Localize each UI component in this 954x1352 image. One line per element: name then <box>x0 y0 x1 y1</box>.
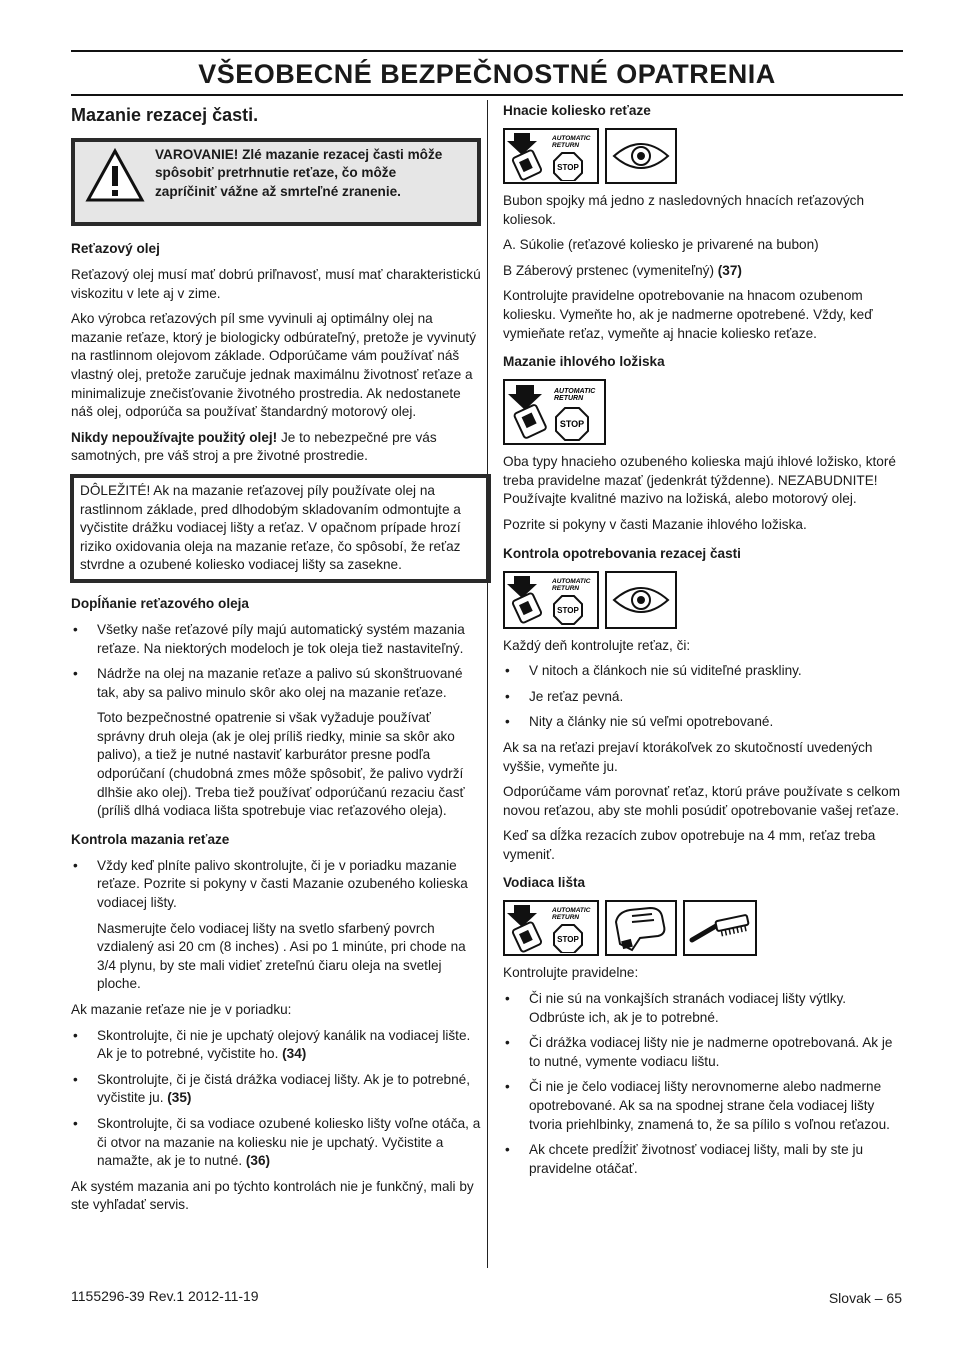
list-item: • Vždy keď plníte palivo skontrolujte, či je v poriadku mazanie reťaze. Pozrite si pokyny v časti Mazanie ozubeného kolieska vodiacej lišty. <box>71 857 481 913</box>
list-item: • Či nie je čelo vodiacej lišty nerovnomerne alebo nadmerne opotrebované. Ak sa na spodnej strane čela vodiacej lišty tvoria priehlbinky, znamená to, že sa pílilo s voľnou reťazou. <box>503 1078 903 1134</box>
pict-label-stop: STOP <box>559 419 584 430</box>
glove-icon <box>605 900 677 956</box>
pict-label-return: RETURN <box>553 395 583 403</box>
paragraph-rest: Je to nebezpečné pre vás samotných, pre váš stroj a pre životné prostredie. <box>71 429 437 464</box>
pict-label-return: RETURN <box>552 584 580 592</box>
troubleshoot-list <box>71 1027 481 1171</box>
pict-label-automatic: AUTOMATIC <box>552 577 591 585</box>
list-item: • Či nie sú na vonkajších stranách vodiacej lišty výtlky. Odbrúste ich, ak je to potrebné. <box>503 990 903 1027</box>
paragraph-text: B Záberový prstenec (vymeniteľný) <box>503 262 714 278</box>
pict-label-stop: STOP <box>557 163 579 172</box>
paragraph: Ak sa na reťazi prejaví ktorákoľvek zo skutočností uvedených vyššie, vymeňte ju. <box>503 739 873 774</box>
paragraph: Kontrolujte pravidelne opotrebovanie na hnacom ozubenom koliesku. Vymeňte ho, ak je nadmerne opotrebené. Vždy, keď vymieňate reťaz, vymeňte aj hnacie koliesko reťaze. <box>503 288 873 341</box>
list-item: • Všetky naše reťazové píly majú automatický systém mazania reťaze. Na niektorých modeloch je tok oleja tiež nastaviteľný. <box>71 621 481 658</box>
pict-label-stop: STOP <box>557 935 579 945</box>
subheading-wear-check: Kontrola opotrebovania rezacej časti <box>503 545 741 561</box>
bar-list <box>503 990 903 1178</box>
pictogram-row <box>503 571 903 629</box>
page-title: VŠEOBECNÉ BEZPEČNOSTNÉ OPATRENIA <box>198 59 776 89</box>
pict-label-automatic: AUTOMATIC <box>552 907 591 915</box>
pict-label-automatic: AUTOMATIC <box>552 135 591 142</box>
subheading-guide-bar: Vodiaca lišta <box>503 875 586 891</box>
list-item-text: Skontrolujte, či sa vodiace ozubené koliesko lišty voľne otáča, a či otvor na mazanie na koliesku nie je upchatý. Vyčistite a namažte, ak je to nutné. <box>97 1115 481 1169</box>
paragraph: Ako výrobca reťazových píl sme vyvinuli aj optimálny olej na mazanie reťaze, ktorý je biologicky odbúrateľný, pretože je vyvinutý na rastlinnom olejovom základe. Odporúčame vám používať náš vlastný olej, pretože zaručuje jednak maximálnu životnosť reťaze a minimalizuje znečisťovanie životného prostredia. Ak nedostanete náš olej, odporúča sa používať štandardný motorový olej. <box>71 311 476 420</box>
emphasis-never-used-oil: Nikdy nepoužívajte použitý olej! <box>71 429 278 445</box>
subheading-refill-oil: Dopĺňanie reťazového oleja <box>71 595 249 611</box>
warning-triangle-icon <box>75 142 155 222</box>
wear-list <box>503 662 903 732</box>
list-item <box>71 1115 481 1171</box>
list-item <box>71 1027 481 1064</box>
paragraph: Pozrite si pokyny v časti Mazanie ihlového ložiska. <box>503 516 807 532</box>
list-continuation: Toto bezpečnostné opatrenie si však vyžaduje používať správny druh oleja (ak je olej príliš riedky, minie sa skôr ako palivo), a tiež je nutné nastaviť karburátor presne podľa odporúčaní (chudobná zmes môže spôsobiť, že palivo vydrží dlhšie ako olej). Treba tiež používať odporúčanú rezaciu časť (príliš dlhá vodiaca lišta spotrebuje viac reťazového oleja). <box>97 710 465 819</box>
paragraph: Kontrolujte pravidelne: <box>503 965 639 981</box>
paragraph: Reťazový olej musí mať dobrú priľnavosť, musí mať charakteristickú viskozitu v lete aj v zime. <box>71 267 481 301</box>
pict-label-automatic: AUTOMATIC <box>553 388 595 396</box>
header-rule-bottom <box>71 94 903 96</box>
list-continuation: Nasmerujte čelo vodiacej lišty na svetlo sfarbený povrch vzdialený asi 20 cm (8 inches) . Asi po 1 minúte, pri chode na 3/4 plynu, by ste mali vidieť zreteľnú čiaru oleja na svetlej ploche. <box>97 920 466 992</box>
paragraph: Oba typy hnacieho ozubeného kolieska majú ihlové ložisko, ktoré treba pravidelne mazať (jedenkrát týždenne). NEZABUDNITE! Používajte kvalitné mazivo na ložiská, alebo motorový olej. <box>503 454 896 507</box>
paragraph: Ak systém mazania ani po týchto kontrolách nie je funkčný, mali by ste vyhľadať servis. <box>71 1178 474 1213</box>
list-item <box>71 1071 481 1108</box>
subheading-check-lubrication: Kontrola mazania reťaze <box>71 831 230 847</box>
paragraph: Bubon spojky má jedno z nasledovných hnacích reťazových koliesok. <box>503 193 865 227</box>
footer-page-number: Slovak – 65 <box>828 1290 902 1306</box>
pictogram-row <box>503 128 903 184</box>
figure-ref: (37) <box>717 262 742 278</box>
list-item: • V nitoch a článkoch nie sú viditeľné praskliny. <box>503 662 903 681</box>
list-item: • Ak chcete predĺžiť životnosť vodiacej lišty, mali by ste ju pravidelne otáčať. <box>503 1141 903 1178</box>
engine-off-pictogram-icon <box>503 571 599 629</box>
pict-label-return: RETURN <box>552 914 580 922</box>
file-brush-icon <box>683 900 757 956</box>
figure-ref: (34) <box>282 1046 307 1062</box>
engine-off-pictogram-icon <box>503 379 606 445</box>
list-item: • Je reťaz pevná. <box>503 688 903 707</box>
paragraph: Ak mazanie reťaze nie je v poriadku: <box>71 1002 292 1017</box>
pict-label-stop: STOP <box>557 605 579 615</box>
pictogram-row <box>503 379 903 445</box>
check-list <box>71 857 481 913</box>
section-heading-lubrication: Mazanie rezacej časti. <box>71 105 259 125</box>
header-rule-top <box>71 50 903 52</box>
paragraph: Každý deň kontrolujte reťaz, či: <box>503 637 691 653</box>
warning-box <box>71 138 481 226</box>
refill-list <box>71 621 481 702</box>
column-divider <box>487 100 488 1268</box>
paragraph <box>503 262 903 281</box>
pictogram-row <box>503 900 903 956</box>
subheading-drive-sprocket: Hnacie koliesko reťaze <box>503 103 651 118</box>
list-item-text: Skontrolujte, či je čistá drážka vodiacej lišty. Ak je to potrebné, vyčistite ju. <box>97 1071 471 1106</box>
warning-text: VAROVANIE! Zlé mazanie rezacej časti môže spôsobiť pretrhnutie reťaze, čo môže zapríčiniť vážne až smrteľné zranenie. <box>155 147 443 199</box>
footer-doc-number: 1155296-39 Rev.1 2012-11-19 <box>71 1288 259 1304</box>
pict-label-return: RETURN <box>552 142 580 149</box>
paragraph: Odporúčame vám porovnať reťaz, ktorú práve používate s celkom novou reťazou, aby ste mohli posúdiť opotrebovanie vašej reťaze. <box>503 784 901 818</box>
eye-icon <box>605 571 677 629</box>
list-item: • Nádrže na olej na mazanie reťaze a palivo sú skonštruované tak, aby sa palivo minulo skôr ako olej na mazanie reťaze. <box>71 665 481 702</box>
paragraph: A. Súkolie (reťazové koliesko je privarené na bubon) <box>503 237 819 253</box>
right-column <box>503 102 903 1185</box>
eye-icon <box>605 128 677 184</box>
figure-ref: (35) <box>167 1090 192 1106</box>
engine-off-pictogram-icon <box>503 128 599 184</box>
paragraph <box>71 429 481 466</box>
list-item: • Či drážka vodiacej lišty nie je nadmerne opotrebovaná. Ak je to nutné, vymente vodiacu lištu. <box>503 1034 903 1071</box>
list-item: • Nity a články nie sú veľmi opotrebované. <box>503 713 903 732</box>
engine-off-pictogram-icon <box>503 900 599 956</box>
subheading-needle-bearing: Mazanie ihlového ložiska <box>503 354 665 370</box>
subheading-chain-oil: Reťazový olej <box>71 241 160 256</box>
important-notice-box: DÔLEŽITÉ! Ak na mazanie reťazovej píly používate olej na rastlinnom základe, pred dlhodobým skladovaním odmontujte a vyčistite drážku vodiacej lišty a reťaz. V opačnom prípade hrozí riziko oxidovania oleja na mazanie reťaze, čo spôsobí, že reťaz stvrdne a ozubené koliesko vodiacej lišty sa zasekne. <box>70 474 491 583</box>
left-column <box>71 100 481 1222</box>
figure-ref: (36) <box>245 1153 271 1169</box>
paragraph: Keď sa dĺžka rezacích zubov opotrebuje na 4 mm, reťaz treba vymeniť. <box>503 828 876 862</box>
list-item-text: Skontrolujte, či nie je upchatý olejový kanálik na vodiacej lište. Ak je to potrebné, vyčistite ho. <box>97 1027 471 1062</box>
